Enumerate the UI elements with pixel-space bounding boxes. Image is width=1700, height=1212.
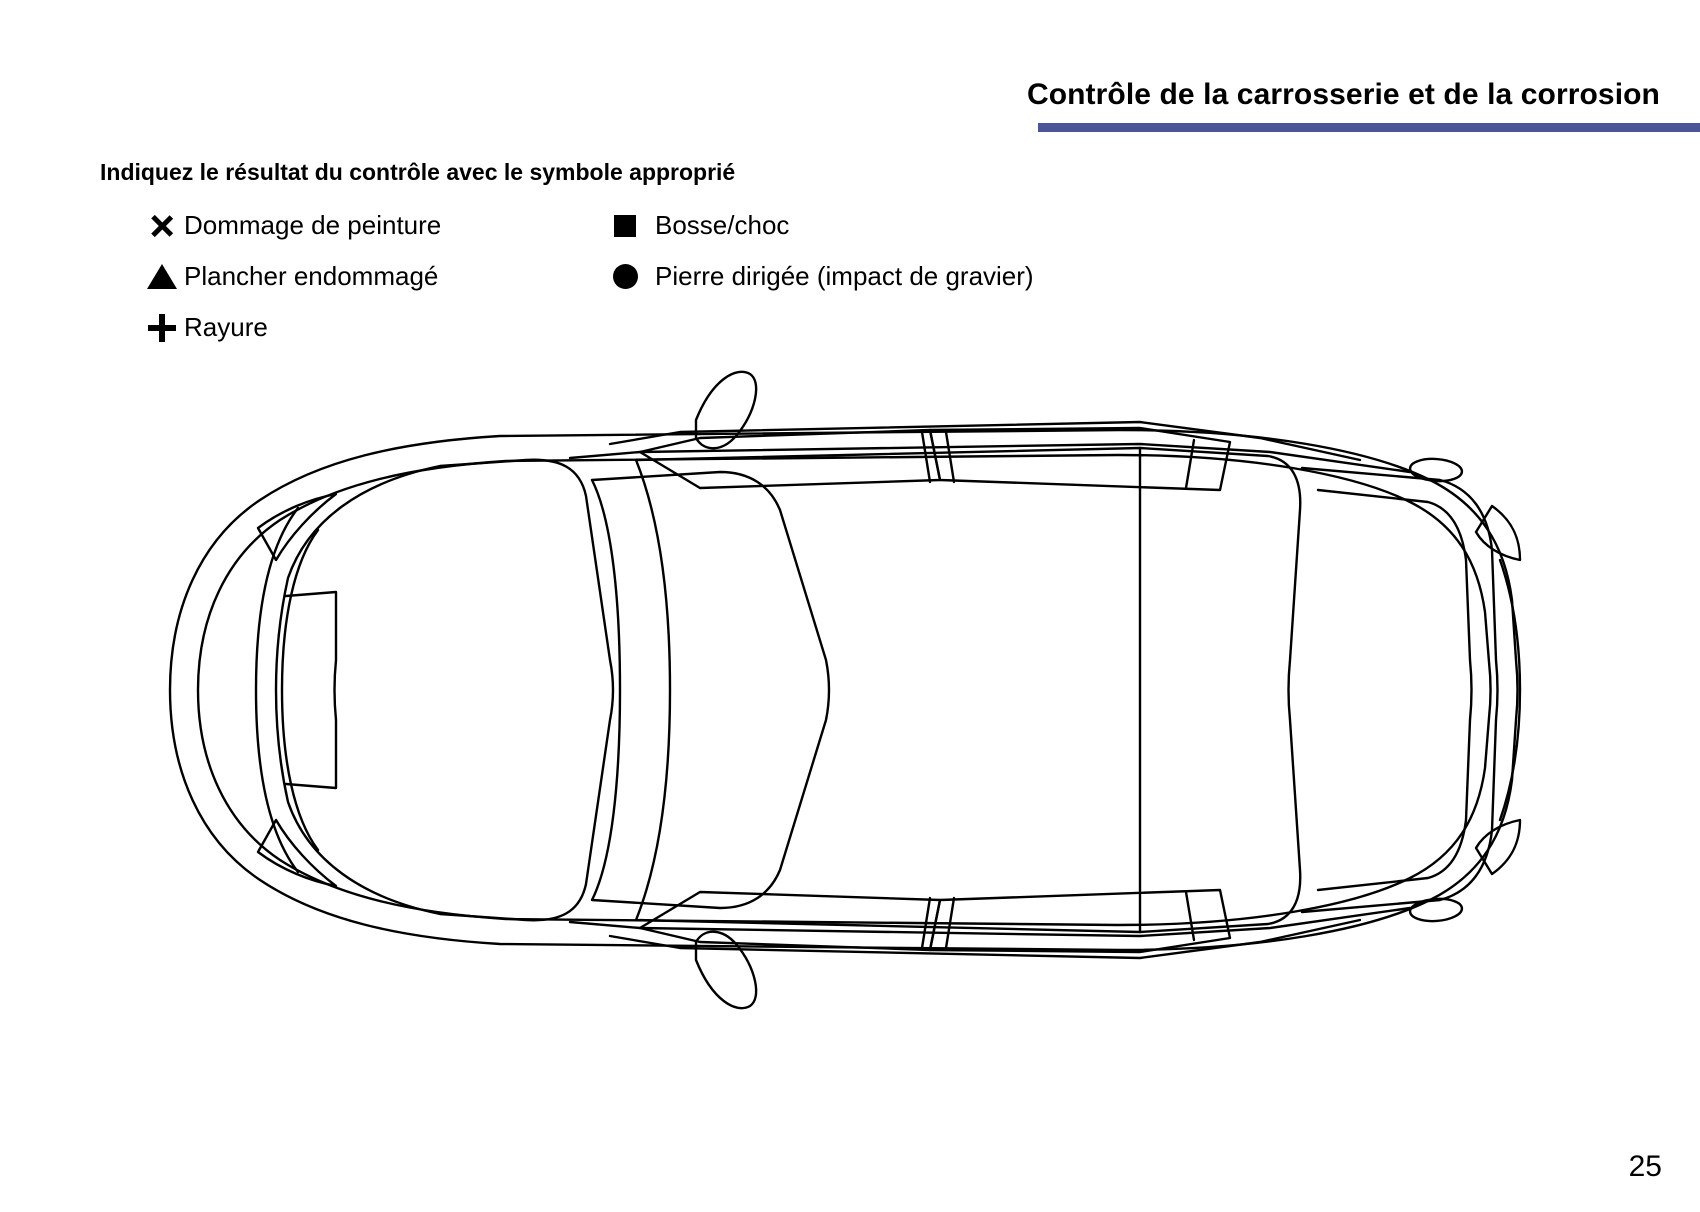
legend-column-right [595,200,1295,302]
trunk-outline [1302,468,1498,912]
legend-item-dent [595,200,1295,251]
legend-item-scratch [140,302,590,353]
rear-door-lower [930,890,1230,952]
car-top-view-diagram [140,360,1560,1020]
legend-item-paint-damage [140,200,590,251]
legend-column-left [140,200,590,353]
legend-item-label: Plancher endommagé [184,261,439,291]
legend-item-label: Rayure [184,312,268,342]
trunk-inner-line [1318,490,1472,890]
legend-item-floor-damage [140,251,590,302]
plus-symbol-icon [140,314,184,342]
page-number: 25 [1628,1150,1662,1183]
rear-door-upper [930,428,1230,490]
page-header [0,78,1700,138]
filled-triangle-symbol-icon [140,264,184,289]
front-fender-seam [286,592,336,788]
legend-item-label: Pierre dirigée (impact de gravier) [655,261,1034,291]
header-rule [1038,123,1700,132]
rear-window [1140,448,1300,932]
filled-circle-symbol-icon [595,264,655,289]
page-title: Contrôle de la carrosserie et de la corrosion [1026,78,1660,111]
roof-panel [636,448,1140,932]
filled-square-symbol-icon [595,215,655,237]
instruction-text: Indiquez le résultat du contrôle avec le symbole approprié [100,159,736,185]
windshield [592,472,829,908]
hood-outline [276,460,613,920]
x-mark-symbol-icon [140,213,184,239]
legend-item-stone-chip [595,251,1295,302]
legend-item-label: Bosse/choc [655,210,790,240]
car-body-outline [170,430,1518,950]
car-body-inner-contour [198,455,1491,925]
legend-item-label: Dommage de peinture [184,210,442,240]
